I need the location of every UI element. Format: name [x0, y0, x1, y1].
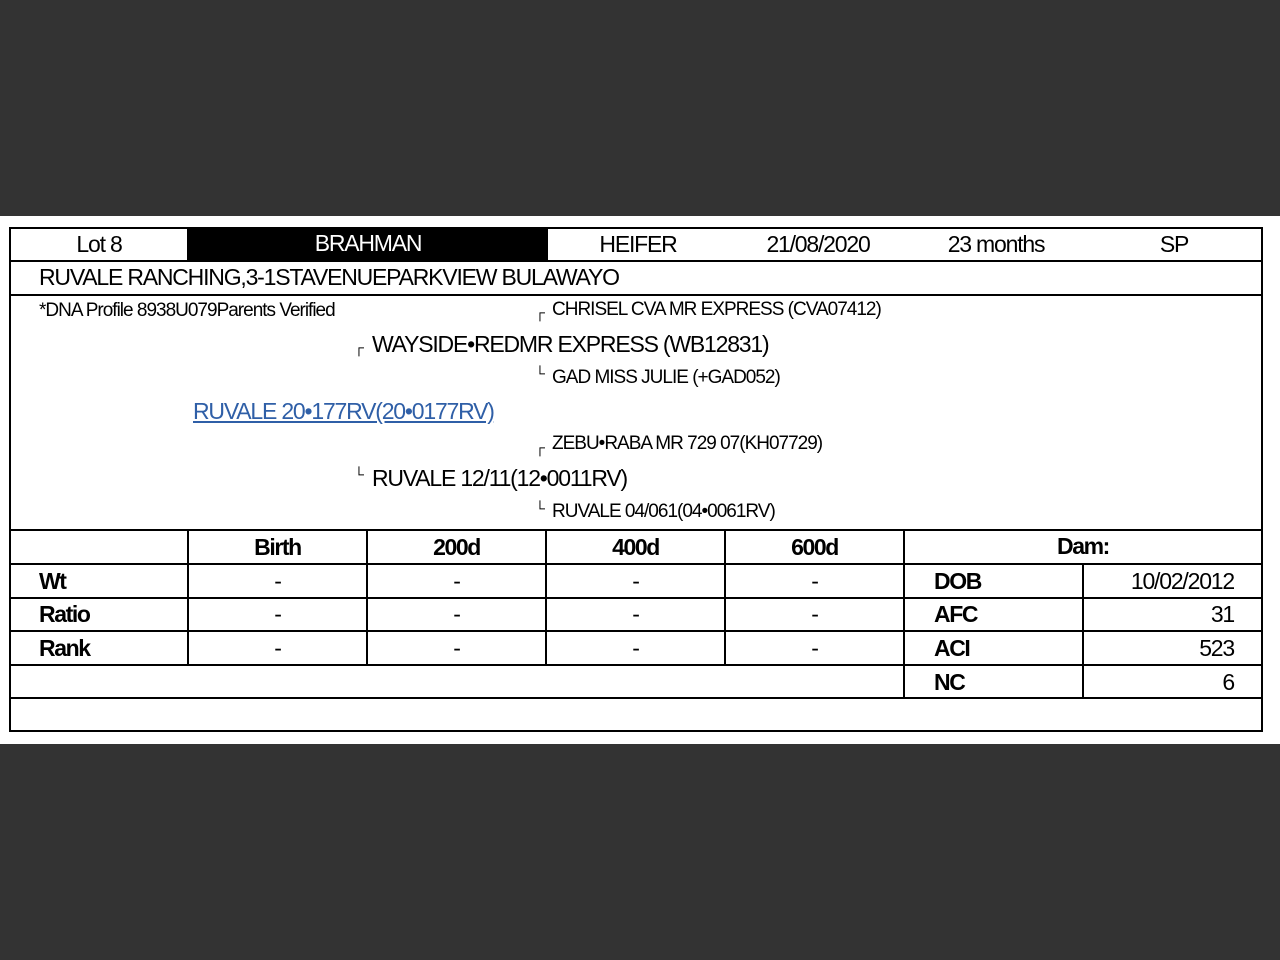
- cell-value: -: [632, 568, 639, 594]
- cell-value: -: [274, 635, 281, 661]
- bracket-top-icon: ┌: [535, 304, 545, 320]
- cell-value: -: [632, 601, 639, 627]
- dam-dam: RUVALE 04/061(04•0061RV): [552, 501, 775, 522]
- cell-value: -: [453, 568, 460, 594]
- lot-card: [0, 216, 1280, 744]
- breed: BRAHMAN: [314, 230, 422, 256]
- cell-value: -: [811, 635, 818, 661]
- animal-name-link[interactable]: RUVALE 20•177RV(20•0177RV): [193, 398, 494, 424]
- divider: [9, 260, 1263, 262]
- row-label-wt: Wt: [39, 568, 66, 594]
- divider: [9, 563, 1263, 565]
- dam-nc-label: NC: [934, 669, 965, 695]
- row-label-ratio: Ratio: [39, 601, 90, 627]
- cell-value: -: [811, 568, 818, 594]
- cell-value: -: [811, 601, 818, 627]
- divider: [9, 294, 1263, 296]
- sire: WAYSIDE•REDMR EXPRESS (WB12831): [372, 331, 769, 357]
- dam-aci-value: 523: [1199, 635, 1234, 661]
- col-header-200d: 200d: [433, 534, 480, 560]
- dam-nc-value: 6: [1222, 669, 1234, 695]
- col-header-600d: 600d: [791, 534, 838, 560]
- sire-dam: GAD MISS JULIE (+GAD052): [552, 367, 780, 388]
- cell-value: -: [632, 635, 639, 661]
- divider: [9, 630, 1263, 632]
- bracket-bottom-icon: └: [535, 365, 545, 381]
- code: SP: [1159, 231, 1189, 257]
- col-header-400d: 400d: [612, 534, 659, 560]
- bracket-top-icon: ┌: [535, 439, 545, 455]
- row-label-rank: Rank: [39, 635, 90, 661]
- dam: RUVALE 12/11(12•0011RV): [372, 465, 627, 491]
- owner-address: RUVALE RANCHING,3-1STAVENUEPARKVIEW BULAWAYO: [39, 264, 619, 290]
- bracket-top-icon: ┌: [354, 339, 364, 355]
- cell-value: -: [274, 601, 281, 627]
- bracket-bottom-icon: └: [535, 500, 545, 516]
- col-header-birth: Birth: [254, 534, 301, 560]
- cell-value: -: [274, 568, 281, 594]
- lot-number: Lot 8: [76, 231, 122, 257]
- dam-dob-label: DOB: [934, 568, 981, 594]
- birth-date: 21/08/2020: [766, 231, 870, 257]
- dam-sire: ZEBU•RABA MR 729 07(KH07729): [552, 433, 823, 454]
- dam-afc-label: AFC: [934, 601, 978, 627]
- divider: [9, 529, 1263, 531]
- sex: HEIFER: [599, 231, 677, 257]
- dam-aci-label: ACI: [934, 635, 970, 661]
- cell-value: -: [453, 601, 460, 627]
- divider: [9, 697, 1263, 699]
- divider: [9, 597, 1263, 599]
- dam-stats-title: Dam:: [1057, 533, 1109, 559]
- cell-value: -: [453, 635, 460, 661]
- sire-sire: CHRISEL CVA MR EXPRESS (CVA07412): [552, 299, 881, 320]
- dam-afc-value: 31: [1210, 601, 1234, 627]
- divider: [9, 664, 1263, 666]
- bracket-bottom-icon: └: [354, 466, 364, 482]
- dam-dob-value: 10/02/2012: [1130, 568, 1234, 594]
- age: 23 months: [947, 231, 1045, 257]
- col-divider: [1082, 563, 1084, 697]
- dna-note: *DNA Profile 8938U079Parents Verified: [39, 300, 335, 321]
